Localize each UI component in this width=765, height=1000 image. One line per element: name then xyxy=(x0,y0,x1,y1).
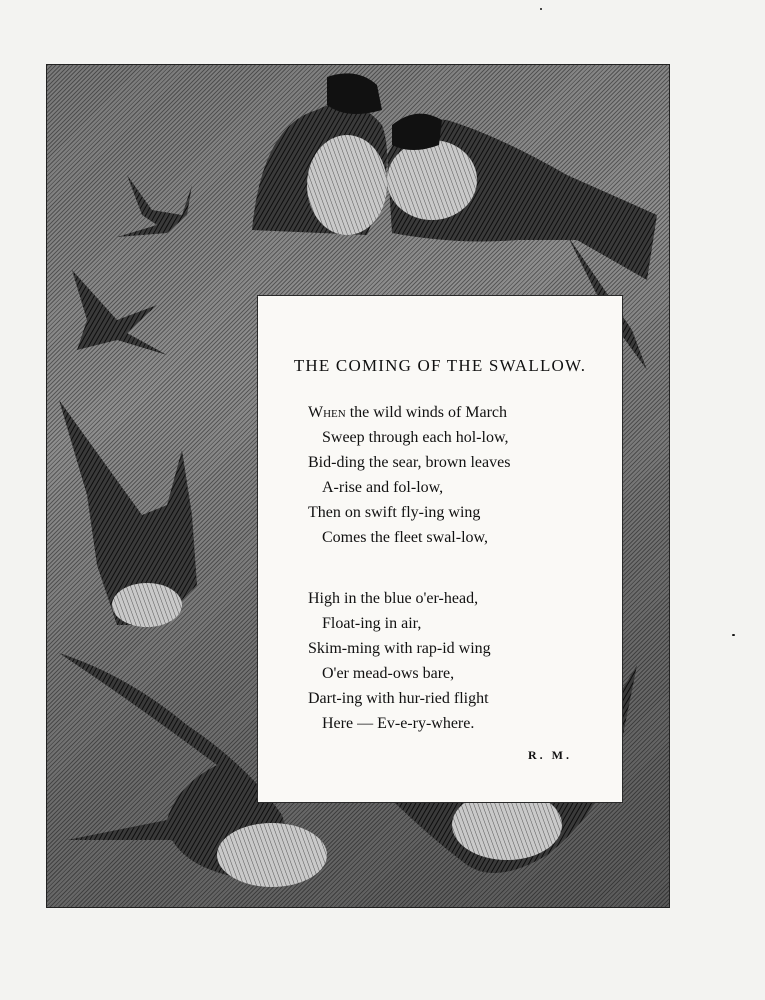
poem-line: Dart-ing with hur-ried flight xyxy=(308,690,489,707)
engraving-illustration xyxy=(46,64,670,908)
poem-line: Here — Ev-e-ry-where. xyxy=(322,715,475,732)
poem-line: Skim-ming with rap-id wing xyxy=(308,640,491,657)
swallow-diving xyxy=(59,400,197,627)
poem-line xyxy=(308,400,510,425)
poem-line: A-rise and fol-low, xyxy=(322,479,444,496)
dropcap-word: When xyxy=(308,404,346,421)
poem-line: High in the blue o'er-head, xyxy=(308,590,479,607)
author-signature: R. M. xyxy=(528,748,572,762)
stanza-2 xyxy=(308,586,491,736)
poem-line: Sweep through each hol-low, xyxy=(322,429,509,446)
paper-speck xyxy=(540,8,542,10)
line-text: the wild winds of March xyxy=(345,404,508,421)
poem-line: Comes the fleet swal-low, xyxy=(322,529,489,546)
poem-line: Bid-ding the sear, brown leaves xyxy=(308,454,511,471)
paper-speck xyxy=(732,634,735,636)
poem-line: Then on swift fly-ing wing xyxy=(308,504,481,521)
stanza-1 xyxy=(308,400,510,550)
swallow-small-1 xyxy=(117,175,192,237)
poem-card xyxy=(257,295,623,803)
poem-title: THE COMING OF THE SWALLOW. xyxy=(293,356,587,375)
poem-line: Float-ing in air, xyxy=(322,615,422,632)
swallow-small-2 xyxy=(72,270,167,355)
poem-line: O'er mead-ows bare, xyxy=(322,665,455,682)
